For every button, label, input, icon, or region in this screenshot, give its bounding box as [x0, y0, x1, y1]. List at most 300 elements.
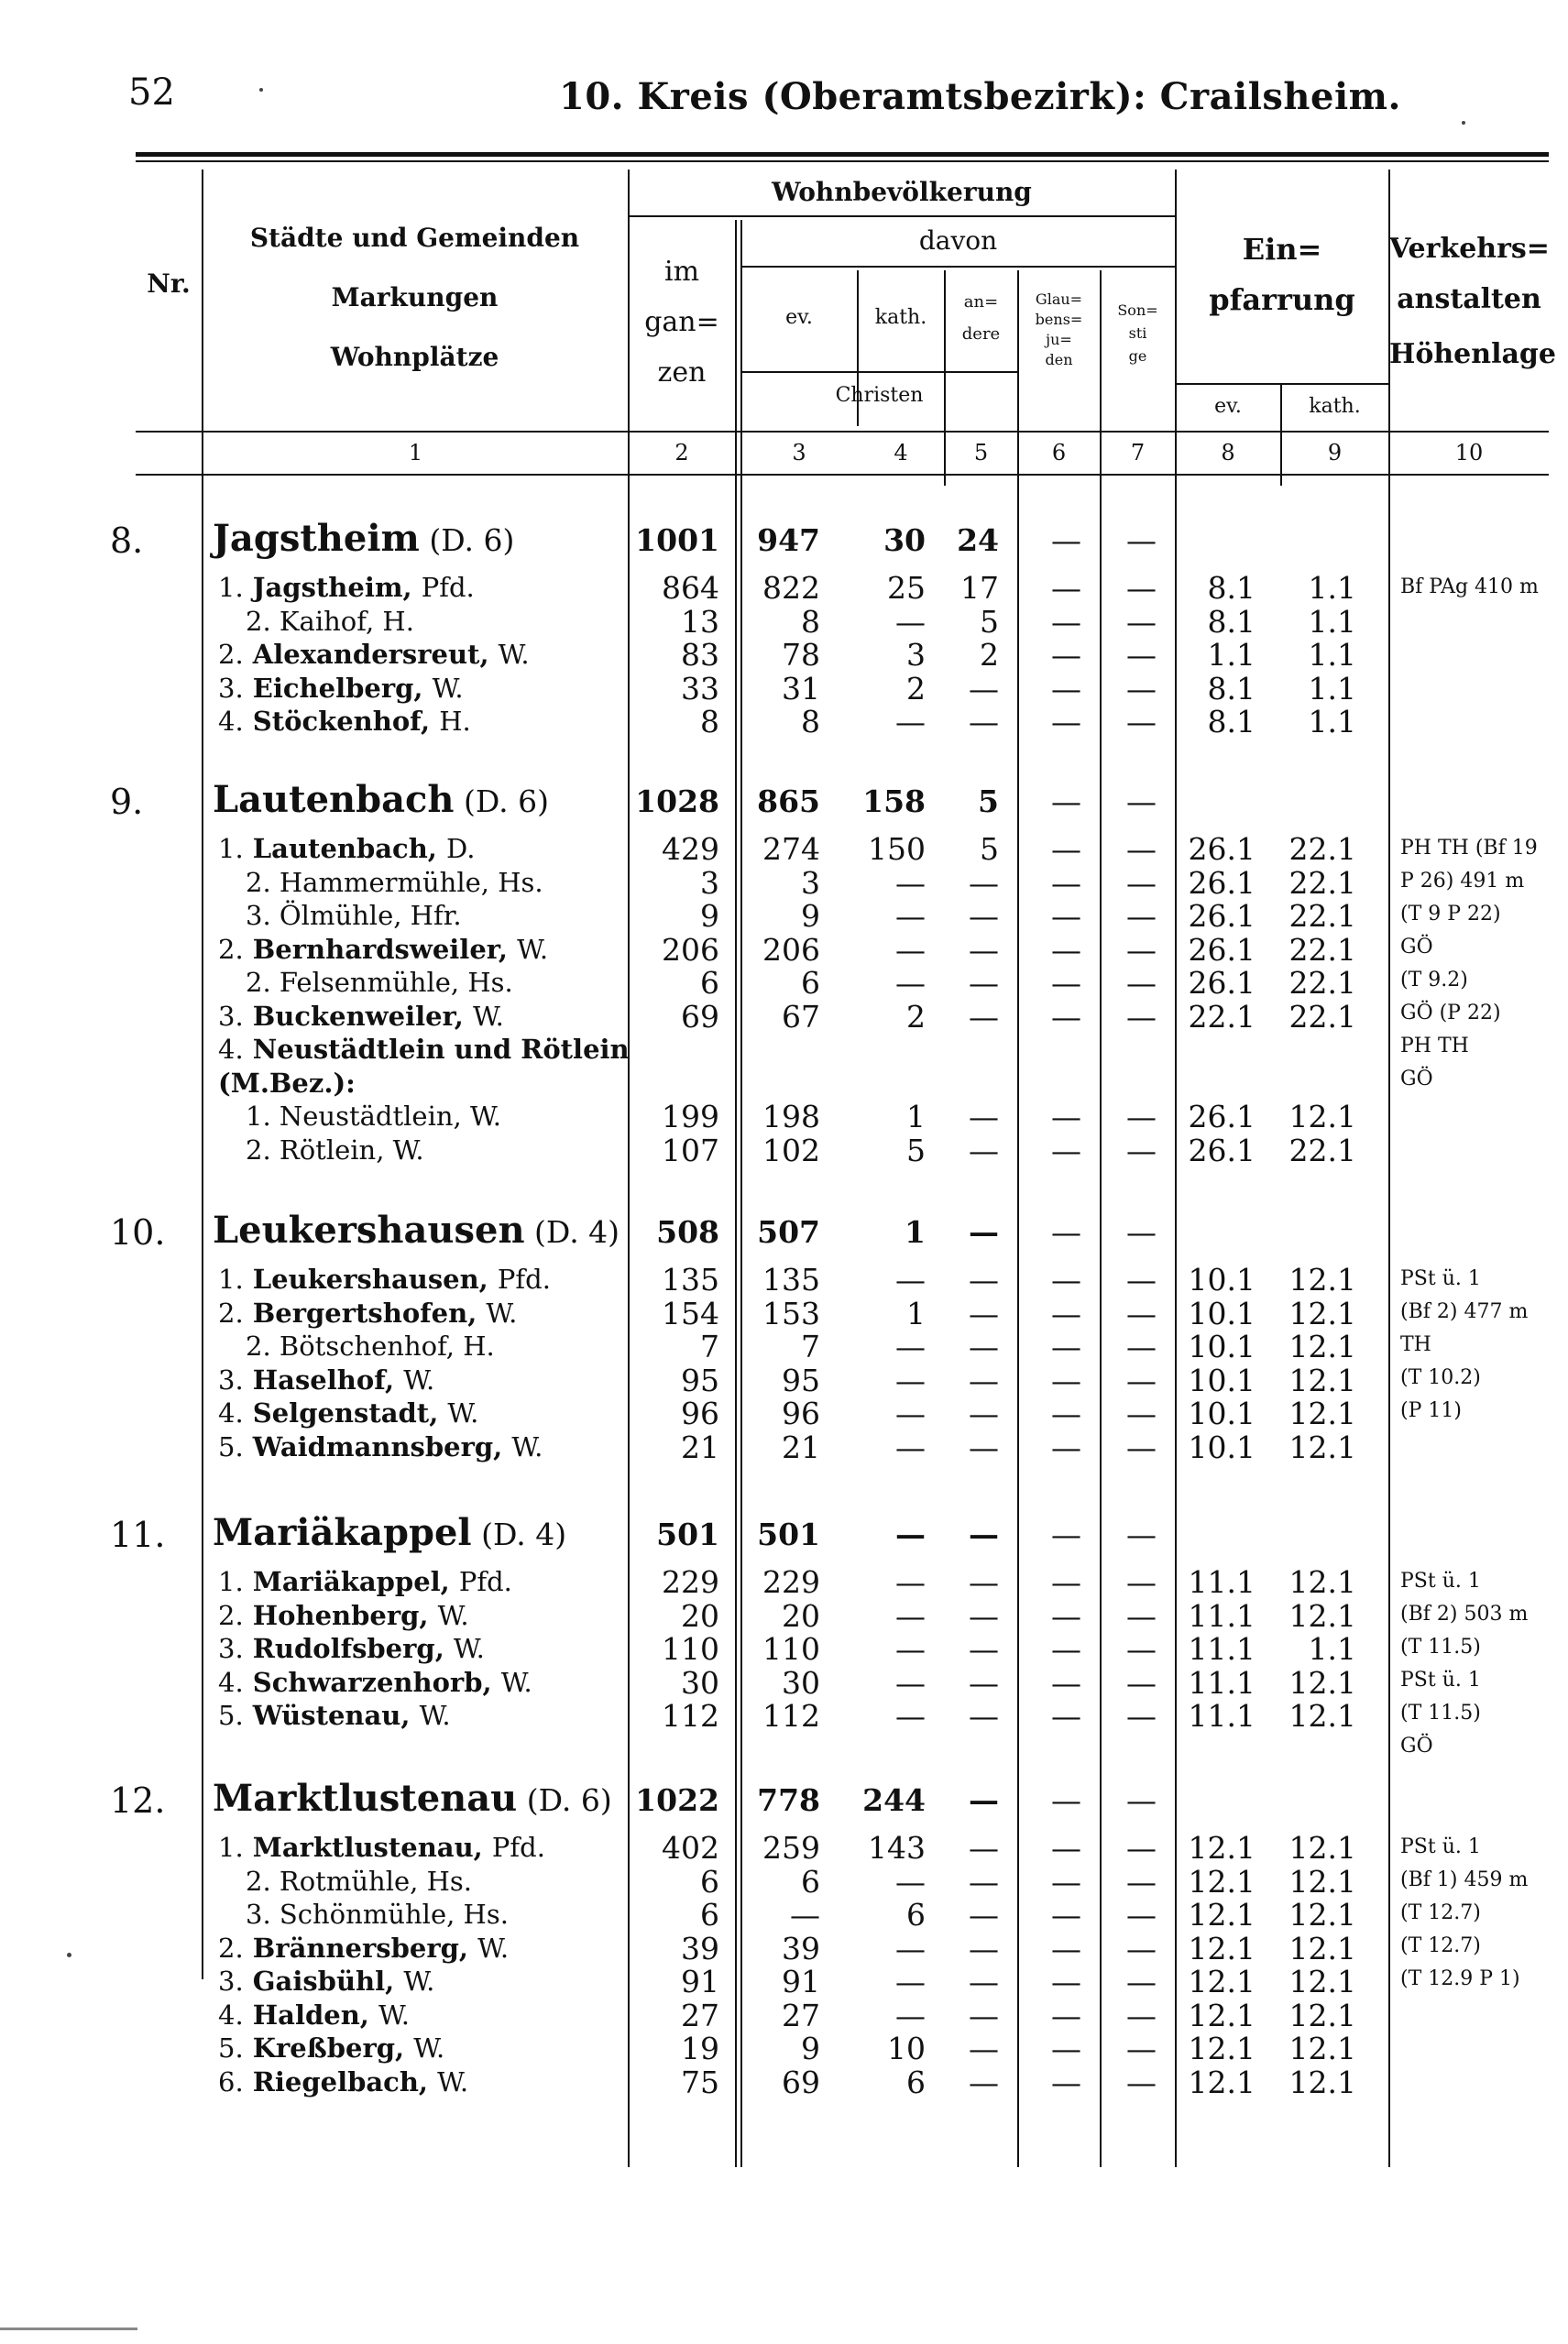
- row-value-col-5: 5: [980, 831, 999, 867]
- section-total-col-3: 865: [757, 783, 820, 819]
- verkehr-note: P 26) 491 m: [1400, 870, 1525, 893]
- section-total-col-6: —: [1051, 1782, 1081, 1818]
- place-type: W.: [469, 1101, 501, 1132]
- verkehr-note: PH TH: [1400, 1035, 1469, 1057]
- row-value-col-6: —: [1051, 931, 1081, 968]
- row-value-col-3: 9: [801, 898, 820, 934]
- christen-rule: [741, 371, 1017, 373]
- row-value-col-6: —: [1051, 1132, 1081, 1168]
- row-value-col-3: 153: [762, 1295, 820, 1331]
- section-total-col-2: 1001: [635, 522, 719, 558]
- row-value-col-3: 7: [801, 1329, 820, 1364]
- row-value-col-5: —: [969, 1429, 999, 1465]
- place-type: W.: [403, 1364, 435, 1396]
- row-einpfarrung-kath: 22.1: [1288, 831, 1356, 867]
- place-type: Pfd.: [497, 1264, 551, 1295]
- row-einpfarrung-kath: 12.1: [1288, 1329, 1356, 1364]
- place-name: Bergertshofen,: [252, 1297, 477, 1329]
- print-speck: [1462, 121, 1465, 125]
- page-number: 52: [128, 71, 175, 114]
- table-row-name: [246, 1101, 501, 1132]
- row-einpfarrung-ev: 8.1: [1207, 704, 1255, 739]
- place-name: Jagstheim,: [252, 572, 412, 603]
- section-total-col-7: —: [1126, 783, 1157, 819]
- place-type: D.: [446, 833, 476, 864]
- row-einpfarrung-kath: 22.1: [1288, 965, 1356, 1001]
- row-value-col-2: 864: [662, 570, 719, 606]
- row-value-col-4: 2: [906, 998, 926, 1035]
- verkehr-note: (Bf 2) 477 m: [1400, 1300, 1529, 1323]
- section-title: [213, 1511, 566, 1554]
- row-value-col-5: —: [969, 1329, 999, 1364]
- section-title: [213, 778, 549, 821]
- row-value-col-3: 69: [782, 2064, 820, 2100]
- row-einpfarrung-kath: 1.1: [1308, 1631, 1356, 1667]
- colnum-7: 7: [1130, 440, 1146, 466]
- row-value-col-2: 112: [662, 1698, 719, 1734]
- row-value-col-5: —: [969, 1262, 999, 1298]
- row-value-col-6: —: [1051, 1664, 1081, 1701]
- row-einpfarrung-kath: 12.1: [1288, 1863, 1356, 1900]
- row-einpfarrung-kath: 22.1: [1288, 1132, 1356, 1168]
- row-value-col-4: —: [895, 1698, 926, 1734]
- section-name: Lautenbach: [213, 778, 455, 821]
- row-einpfarrung-kath: 22.1: [1288, 864, 1356, 901]
- section-name: Marktlustenau: [213, 1777, 518, 1820]
- row-einpfarrung-ev: 26.1: [1188, 898, 1255, 934]
- header-einpfarrung-1: Ein=: [1242, 232, 1322, 267]
- davon-rule: [741, 266, 1175, 268]
- row-einpfarrung-ev: 12.1: [1188, 1997, 1255, 2033]
- row-value-col-2: 20: [681, 1597, 719, 1634]
- row-value-col-2: 6: [700, 1863, 719, 1900]
- row-value-col-2: 39: [681, 1930, 719, 1966]
- row-ordinal: 4.: [218, 1999, 244, 2031]
- table-row-name: [246, 1899, 509, 1930]
- row-einpfarrung-ev: 26.1: [1188, 864, 1255, 901]
- section-number: 10.: [110, 1212, 166, 1253]
- header-gan: gan=: [644, 306, 719, 338]
- section-total-col-3: 507: [757, 1214, 820, 1250]
- section-total-col-5: 5: [978, 783, 999, 819]
- row-value-col-6: —: [1051, 1997, 1081, 2033]
- section-total-col-2: 508: [656, 1214, 719, 1250]
- row-value-col-6: —: [1051, 603, 1081, 640]
- row-value-col-5: —: [969, 1396, 999, 1431]
- place-type: W.: [419, 1700, 451, 1731]
- place-type: W.: [392, 1134, 424, 1166]
- section-total-col-3: 947: [757, 522, 820, 558]
- row-value-col-5: —: [969, 1597, 999, 1634]
- section-number: 12.: [110, 1780, 166, 1821]
- row-value-col-6: —: [1051, 1396, 1081, 1431]
- row-einpfarrung-ev: 12.1: [1188, 2031, 1255, 2066]
- row-value-col-7: —: [1126, 1997, 1157, 2033]
- verkehr-note: (T 9.2): [1400, 969, 1468, 991]
- row-value-col-3: —: [790, 1897, 820, 1933]
- verkehr-note: (T 11.5): [1400, 1636, 1481, 1659]
- row-value-col-3: 39: [782, 1930, 820, 1966]
- table-row-name: [246, 606, 414, 637]
- row-value-col-7: —: [1126, 1429, 1157, 1465]
- row-value-col-5: —: [969, 1295, 999, 1331]
- row-value-col-7: —: [1126, 1631, 1157, 1667]
- row-ordinal: 6.: [218, 2065, 244, 2098]
- row-value-col-7: —: [1126, 1564, 1157, 1600]
- print-speck: [67, 1953, 71, 1957]
- place-name: Neustädtlein,: [279, 1101, 462, 1132]
- row-einpfarrung-ev: 11.1: [1188, 1631, 1255, 1667]
- row-value-col-2: 206: [662, 931, 719, 968]
- table-row-name: [246, 1866, 472, 1897]
- table-row-name: [218, 1364, 434, 1396]
- row-value-col-5: —: [969, 864, 999, 901]
- row-value-col-5: —: [969, 1698, 999, 1734]
- einpfarrung-rule: [1176, 383, 1388, 385]
- row-value-col-4: 143: [868, 1830, 926, 1866]
- row-einpfarrung-ev: 11.1: [1188, 1597, 1255, 1634]
- section-total-col-7: —: [1126, 1782, 1157, 1818]
- header-bottom-rule: [136, 431, 1549, 433]
- place-name: Brännersberg,: [252, 1932, 468, 1964]
- place-name: Haselhof,: [252, 1364, 395, 1396]
- row-value-col-4: 150: [868, 831, 926, 867]
- row-einpfarrung-ev: 12.1: [1188, 1964, 1255, 1999]
- row-einpfarrung-kath: 12.1: [1288, 2031, 1356, 2066]
- place-type: Pfd.: [421, 572, 475, 603]
- place-type: Hs.: [426, 1865, 472, 1897]
- row-value-col-3: 112: [762, 1698, 820, 1734]
- row-value-col-2: 27: [681, 1997, 719, 2033]
- row-value-col-5: —: [969, 1631, 999, 1667]
- row-value-col-7: —: [1126, 2064, 1157, 2100]
- place-type: W.: [472, 1000, 504, 1032]
- row-value-col-3: 8: [801, 704, 820, 739]
- row-value-col-3: 206: [762, 931, 820, 968]
- row-value-col-3: 27: [782, 1997, 820, 2033]
- row-value-col-2: 91: [681, 1964, 719, 1999]
- table-row-name: [218, 934, 548, 965]
- row-einpfarrung-ev: 11.1: [1188, 1564, 1255, 1600]
- row-einpfarrung-kath: 12.1: [1288, 1930, 1356, 1966]
- place-type: W.: [498, 639, 530, 670]
- verkehr-note: Bf PAg 410 m: [1400, 575, 1539, 598]
- section-district: (D. 6): [463, 783, 549, 819]
- section-total-col-2: 501: [656, 1517, 719, 1552]
- place-name: Lautenbach,: [252, 833, 437, 864]
- row-value-col-7: —: [1126, 1262, 1157, 1298]
- row-ordinal: 2.: [246, 605, 271, 637]
- row-einpfarrung-kath: 12.1: [1288, 1698, 1356, 1734]
- row-value-col-3: 198: [762, 1099, 820, 1134]
- row-value-col-2: 69: [681, 998, 719, 1035]
- section-total-col-7: —: [1126, 1517, 1157, 1552]
- section-district: (D. 4): [534, 1214, 620, 1250]
- row-einpfarrung-kath: 22.1: [1288, 898, 1356, 934]
- verkehr-note: TH: [1400, 1333, 1431, 1356]
- row-value-col-4: 3: [906, 637, 926, 673]
- place-name: Wüstenau,: [252, 1700, 411, 1731]
- row-einpfarrung-ev: 10.1: [1188, 1396, 1255, 1431]
- row-ordinal: 1.: [218, 833, 244, 864]
- row-value-col-5: —: [969, 670, 999, 706]
- row-value-col-3: 102: [762, 1132, 820, 1168]
- header-christen: Christen: [835, 384, 924, 407]
- row-value-col-5: —: [969, 1664, 999, 1701]
- verkehr-note: GÖ (P 22): [1400, 1002, 1501, 1024]
- section-total-col-4: 30: [883, 522, 926, 558]
- row-einpfarrung-kath: 12.1: [1288, 1564, 1356, 1600]
- table-row-name: [246, 967, 513, 998]
- row-value-col-7: —: [1126, 864, 1157, 901]
- section-total-col-7: —: [1126, 522, 1157, 558]
- row-value-col-6: —: [1051, 1964, 1081, 1999]
- verkehr-note: (P 11): [1400, 1399, 1462, 1422]
- header-im: im: [663, 256, 700, 288]
- place-name: Leukershausen,: [252, 1264, 488, 1295]
- row-value-col-7: —: [1126, 637, 1157, 673]
- row-value-col-5: —: [969, 898, 999, 934]
- header-andere-1: an=: [963, 292, 999, 312]
- verkehr-note: PSt ü. 1: [1400, 1835, 1481, 1858]
- row-einpfarrung-kath: 12.1: [1288, 1897, 1356, 1933]
- section-total-col-3: 778: [757, 1782, 820, 1818]
- row-ordinal: 3.: [246, 900, 271, 931]
- place-name: Rudolfsberg,: [252, 1633, 444, 1664]
- row-value-col-5: —: [969, 1362, 999, 1398]
- row-value-col-4: —: [895, 1597, 926, 1634]
- table-row-name: [218, 1966, 434, 1997]
- verkehr-note: (T 12.9 P 1): [1400, 1967, 1520, 1990]
- colnum-bottom-rule: [136, 474, 1549, 476]
- row-ordinal: 3.: [218, 1364, 244, 1396]
- row-value-col-7: —: [1126, 570, 1157, 606]
- section-total-col-2: 1028: [635, 783, 719, 819]
- row-ordinal: 4.: [218, 1666, 244, 1698]
- row-ordinal: 2.: [218, 639, 244, 670]
- row-value-col-7: —: [1126, 1329, 1157, 1364]
- row-value-col-7: —: [1126, 931, 1157, 968]
- section-total-col-3: 501: [757, 1517, 820, 1552]
- section-total-col-5: —: [969, 1782, 999, 1818]
- table-row-name: [218, 833, 475, 864]
- row-value-col-3: 8: [801, 603, 820, 640]
- header-einpf-kath: kath.: [1309, 395, 1361, 418]
- row-value-col-6: —: [1051, 1830, 1081, 1866]
- table-row-name: [246, 1134, 424, 1166]
- colnum-9: 9: [1327, 440, 1343, 466]
- section-total-col-5: 24: [957, 522, 999, 558]
- row-value-col-2: 110: [662, 1631, 719, 1667]
- place-name: Selgenstadt,: [252, 1397, 439, 1429]
- row-value-col-4: —: [895, 1329, 926, 1364]
- row-einpfarrung-kath: 12.1: [1288, 1664, 1356, 1701]
- row-einpfarrung-ev: 22.1: [1188, 998, 1255, 1035]
- row-value-col-3: 259: [762, 1830, 820, 1866]
- row-einpfarrung-kath: 22.1: [1288, 998, 1356, 1035]
- table-row-name: [218, 1566, 512, 1597]
- row-einpfarrung-kath: 1.1: [1308, 570, 1356, 606]
- place-type: W.: [511, 1430, 543, 1462]
- place-type: Hs.: [467, 967, 513, 998]
- row-value-col-7: —: [1126, 1698, 1157, 1734]
- verkehr-note: PSt ü. 1: [1400, 1570, 1481, 1593]
- place-name: Waidmannsberg,: [252, 1430, 503, 1462]
- row-value-col-6: —: [1051, 570, 1081, 606]
- verkehr-note: GÖ: [1400, 1068, 1433, 1090]
- section-title: [213, 1209, 620, 1252]
- header-kath: kath.: [874, 306, 927, 329]
- section-name: Mariäkappel: [213, 1511, 472, 1554]
- place-type: W.: [517, 933, 549, 965]
- row-value-col-5: —: [969, 1099, 999, 1134]
- row-einpfarrung-kath: 12.1: [1288, 1429, 1356, 1465]
- print-speck: [259, 88, 263, 92]
- row-value-col-6: —: [1051, 1099, 1081, 1134]
- table-row-name: [246, 1331, 495, 1362]
- row-einpfarrung-ev: 12.1: [1188, 1863, 1255, 1900]
- verkehr-note: (T 12.7): [1400, 1934, 1481, 1957]
- row-einpfarrung-ev: 8.1: [1207, 670, 1255, 706]
- row-value-col-2: 199: [662, 1099, 719, 1134]
- top-double-rule-1: [136, 152, 1549, 157]
- table-row-name: [218, 639, 530, 670]
- place-type: Hs.: [498, 866, 543, 898]
- row-value-col-6: —: [1051, 637, 1081, 673]
- row-value-col-3: 21: [782, 1429, 820, 1465]
- place-name: Eichelberg,: [252, 672, 423, 704]
- section-title: [213, 1777, 612, 1820]
- row-value-col-5: —: [969, 1132, 999, 1168]
- row-value-col-2: 96: [681, 1396, 719, 1431]
- place-type: W.: [437, 1599, 469, 1631]
- row-einpfarrung-kath: 1.1: [1308, 603, 1356, 640]
- table-row-name: [218, 1700, 451, 1731]
- table-row-name: [218, 1933, 509, 1964]
- row-einpfarrung-ev: 26.1: [1188, 831, 1255, 867]
- row-value-col-7: —: [1126, 1362, 1157, 1398]
- row-value-col-2: 107: [662, 1132, 719, 1168]
- place-name: Stöckenhof,: [252, 706, 431, 737]
- row-value-col-2: 30: [681, 1664, 719, 1701]
- row-value-col-5: —: [969, 1830, 999, 1866]
- section-total-col-4: —: [895, 1517, 926, 1552]
- row-einpfarrung-kath: 22.1: [1288, 931, 1356, 968]
- row-value-col-6: —: [1051, 965, 1081, 1001]
- place-type: W.: [486, 1297, 518, 1329]
- row-value-col-3: 274: [762, 831, 820, 867]
- row-value-col-4: —: [895, 603, 926, 640]
- row-value-col-4: —: [895, 1429, 926, 1465]
- place-type: Pfd.: [458, 1566, 512, 1597]
- row-value-col-7: —: [1126, 2031, 1157, 2066]
- header-sonstige-1: Son=: [1117, 301, 1158, 319]
- row-value-col-3: 91: [782, 1964, 820, 1999]
- section-district: (D. 6): [526, 1782, 612, 1818]
- colnum-5: 5: [973, 440, 989, 466]
- colnum-1: 1: [408, 440, 423, 466]
- row-value-col-4: 10: [887, 2031, 926, 2066]
- table-row-name: [218, 1068, 356, 1099]
- row-value-col-2: 135: [662, 1262, 719, 1298]
- place-name: Bernhardsweiler,: [252, 933, 509, 965]
- row-value-col-6: —: [1051, 898, 1081, 934]
- row-ordinal: 5.: [218, 2032, 244, 2064]
- header-name-1: Städte und Gemeinden: [249, 223, 580, 253]
- row-value-col-5: 2: [980, 637, 999, 673]
- verkehr-note: (T 10.2): [1400, 1366, 1481, 1389]
- row-value-col-3: 95: [782, 1362, 820, 1398]
- place-type: Pfd.: [491, 1832, 545, 1863]
- row-value-col-7: —: [1126, 1964, 1157, 1999]
- row-value-col-3: 6: [801, 965, 820, 1001]
- table-row-name: [218, 673, 464, 704]
- row-ordinal: 1.: [218, 1832, 244, 1863]
- table-row-name: [218, 1431, 543, 1462]
- row-value-col-2: 13: [681, 603, 719, 640]
- place-name: Bötschenhof,: [279, 1331, 455, 1362]
- row-value-col-2: 154: [662, 1295, 719, 1331]
- header-ev: ev.: [785, 306, 813, 329]
- row-value-col-2: 8: [700, 704, 719, 739]
- section-name: Leukershausen: [213, 1209, 525, 1252]
- row-einpfarrung-ev: 1.1: [1207, 637, 1255, 673]
- row-value-col-7: —: [1126, 965, 1157, 1001]
- section-total-col-2: 1022: [635, 1782, 719, 1818]
- row-value-col-6: —: [1051, 1362, 1081, 1398]
- section-total-col-5: —: [969, 1214, 999, 1250]
- place-name: Ölmühle,: [279, 900, 402, 931]
- row-einpfarrung-ev: 10.1: [1188, 1429, 1255, 1465]
- place-name: (M.Bez.):: [218, 1067, 356, 1099]
- row-value-col-3: 135: [762, 1262, 820, 1298]
- row-value-col-7: —: [1126, 1295, 1157, 1331]
- header-andere-2: dere: [961, 324, 1001, 344]
- row-value-col-4: —: [895, 898, 926, 934]
- row-value-col-6: —: [1051, 998, 1081, 1035]
- section-total-col-6: —: [1051, 1517, 1081, 1552]
- row-einpfarrung-kath: 12.1: [1288, 1262, 1356, 1298]
- verkehr-note: GÖ: [1400, 936, 1433, 958]
- row-value-col-6: —: [1051, 864, 1081, 901]
- row-einpfarrung-ev: 11.1: [1188, 1698, 1255, 1734]
- row-value-col-2: 6: [700, 965, 719, 1001]
- colnum-4: 4: [894, 440, 908, 466]
- row-ordinal: 2.: [218, 1932, 244, 1964]
- table-row-name: [218, 1034, 630, 1065]
- row-ordinal: 1.: [218, 1264, 244, 1295]
- row-einpfarrung-ev: 26.1: [1188, 965, 1255, 1001]
- row-value-col-3: 822: [762, 570, 820, 606]
- row-value-col-6: —: [1051, 1329, 1081, 1364]
- verkehr-note: (T 9 P 22): [1400, 903, 1501, 926]
- table-row-name: [218, 1633, 485, 1664]
- row-einpfarrung-ev: 26.1: [1188, 1099, 1255, 1134]
- row-einpfarrung-kath: 1.1: [1308, 670, 1356, 706]
- row-value-col-4: —: [895, 1396, 926, 1431]
- row-value-col-4: —: [895, 931, 926, 968]
- row-value-col-2: 95: [681, 1362, 719, 1398]
- row-value-col-5: —: [969, 1564, 999, 1600]
- row-einpfarrung-ev: 10.1: [1188, 1362, 1255, 1398]
- header-glaubens-2: bens=: [1035, 311, 1083, 328]
- place-name: Schwarzenhorb,: [252, 1666, 492, 1698]
- row-value-col-4: 5: [906, 1132, 926, 1168]
- row-einpfarrung-ev: 10.1: [1188, 1329, 1255, 1364]
- row-value-col-3: 78: [782, 637, 820, 673]
- row-einpfarrung-kath: 12.1: [1288, 1964, 1356, 1999]
- place-type: W.: [378, 1999, 410, 2031]
